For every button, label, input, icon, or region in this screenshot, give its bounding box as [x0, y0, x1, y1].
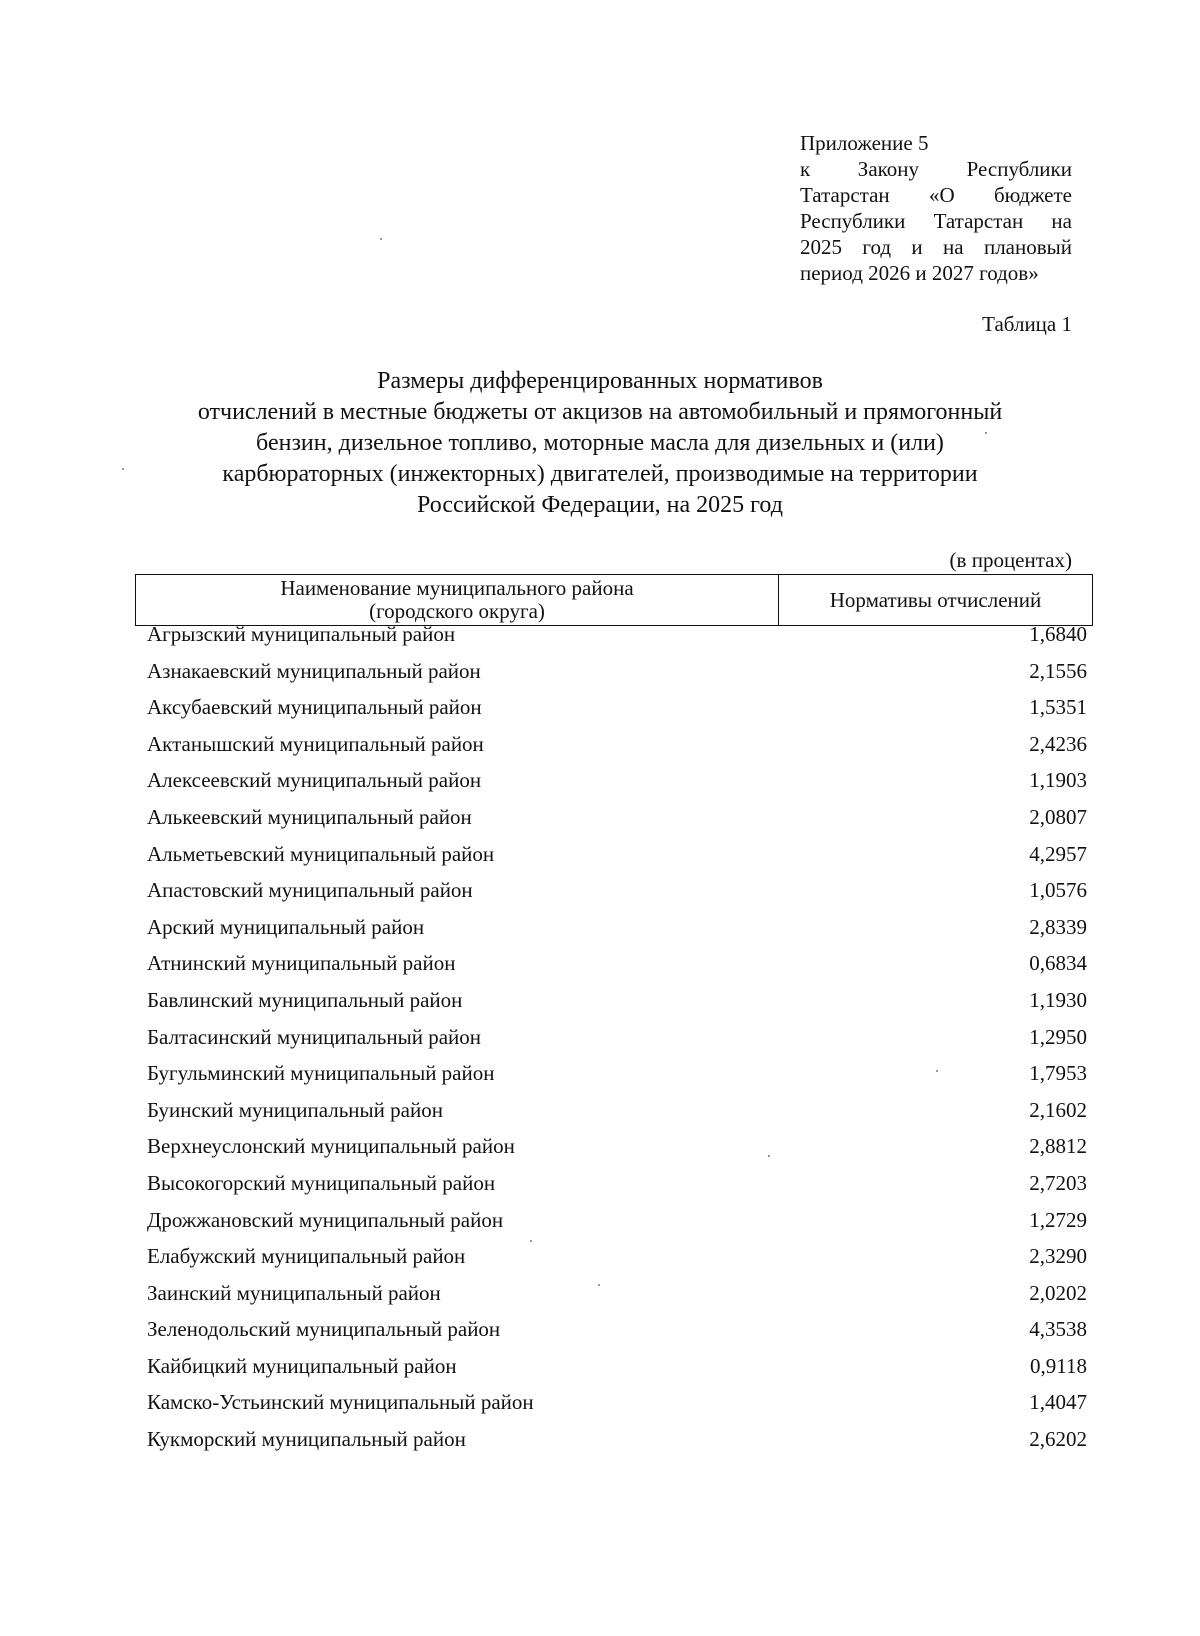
table-row	[147, 622, 1093, 659]
deduction-rate: 2,0202	[1029, 1280, 1087, 1305]
deduction-rate: 2,0807	[1029, 804, 1087, 829]
deduction-rate: 2,6202	[1029, 1427, 1087, 1452]
appendix-line: к Закону Республики	[800, 157, 1072, 181]
district-name: Кукморский муниципальный район	[147, 1427, 466, 1452]
appendix-line: 2025 год и на плановый	[800, 235, 1072, 259]
deduction-rate: 2,7203	[1029, 1170, 1087, 1195]
table-row	[147, 768, 1093, 805]
district-name: Апастовский муниципальный район	[147, 878, 473, 903]
appendix-line: Республики Татарстан на	[800, 209, 1072, 233]
document-title	[100, 366, 1100, 521]
title-line: бензин, дизельное топливо, моторные масла для дизельных и (или)	[256, 430, 944, 456]
table-row	[147, 1098, 1093, 1135]
header-name-line: Наименование муниципального района	[280, 576, 634, 600]
deduction-rate: 1,4047	[1029, 1390, 1087, 1415]
district-name: Атнинский муниципальный район	[147, 951, 456, 976]
scan-speck	[380, 238, 382, 240]
scan-speck	[530, 1240, 532, 1242]
title-line: Российской Федерации, на 2025 год	[417, 492, 783, 518]
district-name: Заинский муниципальный район	[147, 1280, 441, 1305]
deduction-rate: 1,2950	[1029, 1024, 1087, 1049]
table-body	[147, 622, 1093, 1464]
table-number-label: Таблица 1	[982, 312, 1072, 336]
column-header-name	[136, 575, 779, 626]
table-row	[147, 1208, 1093, 1245]
district-name: Высокогорский муниципальный район	[147, 1170, 496, 1195]
table-row	[147, 659, 1093, 696]
table-row	[147, 988, 1093, 1025]
deduction-rate: 1,6840	[1029, 622, 1087, 646]
appendix-line: период 2026 и 2027 годов»	[800, 261, 1039, 285]
scan-speck	[985, 432, 987, 434]
table-row	[147, 695, 1093, 732]
district-name: Арский муниципальный район	[147, 914, 425, 939]
district-name: Альметьевский муниципальный район	[147, 841, 495, 866]
deduction-rate: 2,1602	[1029, 1097, 1087, 1122]
deduction-rate: 0,9118	[1030, 1353, 1087, 1378]
deduction-rate: 1,5351	[1029, 695, 1087, 720]
district-name: Елабужский муниципальный район	[147, 1244, 466, 1269]
deduction-rate: 1,1930	[1029, 987, 1087, 1012]
appendix-header	[800, 130, 1072, 286]
district-name: Бавлинский муниципальный район	[147, 987, 463, 1012]
district-name: Агрызский муниципальный район	[147, 622, 456, 646]
table-row	[147, 1244, 1093, 1281]
deduction-rate: 0,6834	[1029, 951, 1087, 976]
deduction-rate: 2,8812	[1029, 1134, 1087, 1159]
district-name: Актанышский муниципальный район	[147, 731, 484, 756]
table-row	[147, 1281, 1093, 1318]
district-name: Зеленодольский муниципальный район	[147, 1317, 501, 1342]
district-name: Верхнеуслонский муниципальный район	[147, 1134, 515, 1159]
table-row	[147, 915, 1093, 952]
scan-speck	[598, 1284, 600, 1286]
table-row	[147, 805, 1093, 842]
scan-speck	[936, 1070, 938, 1072]
deduction-rate: 2,1556	[1029, 658, 1087, 683]
deduction-rate: 2,3290	[1029, 1244, 1087, 1269]
district-name: Камско-Устьинский муниципальный район	[147, 1390, 534, 1415]
deduction-rate: 4,3538	[1029, 1317, 1087, 1342]
deduction-rate: 1,7953	[1029, 1061, 1087, 1086]
deduction-rate: 1,0576	[1029, 878, 1087, 903]
column-header-value: Нормативы отчислений	[779, 575, 1093, 626]
table-row	[147, 842, 1093, 879]
table-row	[147, 1134, 1093, 1171]
district-name: Аксубаевский муниципальный район	[147, 695, 482, 720]
district-name: Алексеевский муниципальный район	[147, 768, 482, 793]
district-name: Дрожжановский муниципальный район	[147, 1207, 504, 1232]
table-row	[147, 951, 1093, 988]
district-name: Кайбицкий муниципальный район	[147, 1353, 457, 1378]
deduction-rate: 2,8339	[1029, 914, 1087, 939]
table-row	[147, 1427, 1093, 1464]
table-row	[147, 1061, 1093, 1098]
table-row	[147, 1390, 1093, 1427]
table-header	[135, 574, 1093, 626]
appendix-line: Приложение 5	[800, 131, 929, 155]
deduction-rate: 1,1903	[1029, 768, 1087, 793]
title-line: отчислений в местные бюджеты от акцизов на автомобильный и прямогонный	[197, 399, 1003, 425]
table-row	[147, 1025, 1093, 1062]
district-name: Азнакаевский муниципальный район	[147, 658, 481, 683]
district-name: Буинский муниципальный район	[147, 1097, 443, 1122]
deduction-rate: 4,2957	[1029, 841, 1087, 866]
district-name: Алькеевский муниципальный район	[147, 804, 472, 829]
table-row	[147, 1354, 1093, 1391]
table-row	[147, 1317, 1093, 1354]
header-name-line: (городского округа)	[369, 599, 545, 623]
table-row	[147, 1171, 1093, 1208]
district-name: Балтасинский муниципальный район	[147, 1024, 482, 1049]
title-line: Размеры дифференцированных нормативов	[377, 368, 823, 394]
appendix-line: Татарстан «О бюджете	[800, 183, 1072, 207]
table-row	[147, 732, 1093, 769]
title-line: карбюраторных (инжекторных) двигателей, производимые на территории	[222, 461, 978, 487]
table-row	[147, 878, 1093, 915]
units-note: (в процентах)	[949, 548, 1072, 572]
deduction-rate: 2,4236	[1029, 731, 1087, 756]
district-name: Бугульминский муниципальный район	[147, 1061, 495, 1086]
scan-speck	[122, 468, 124, 470]
deduction-rate: 1,2729	[1029, 1207, 1087, 1232]
scan-speck	[768, 1155, 770, 1157]
